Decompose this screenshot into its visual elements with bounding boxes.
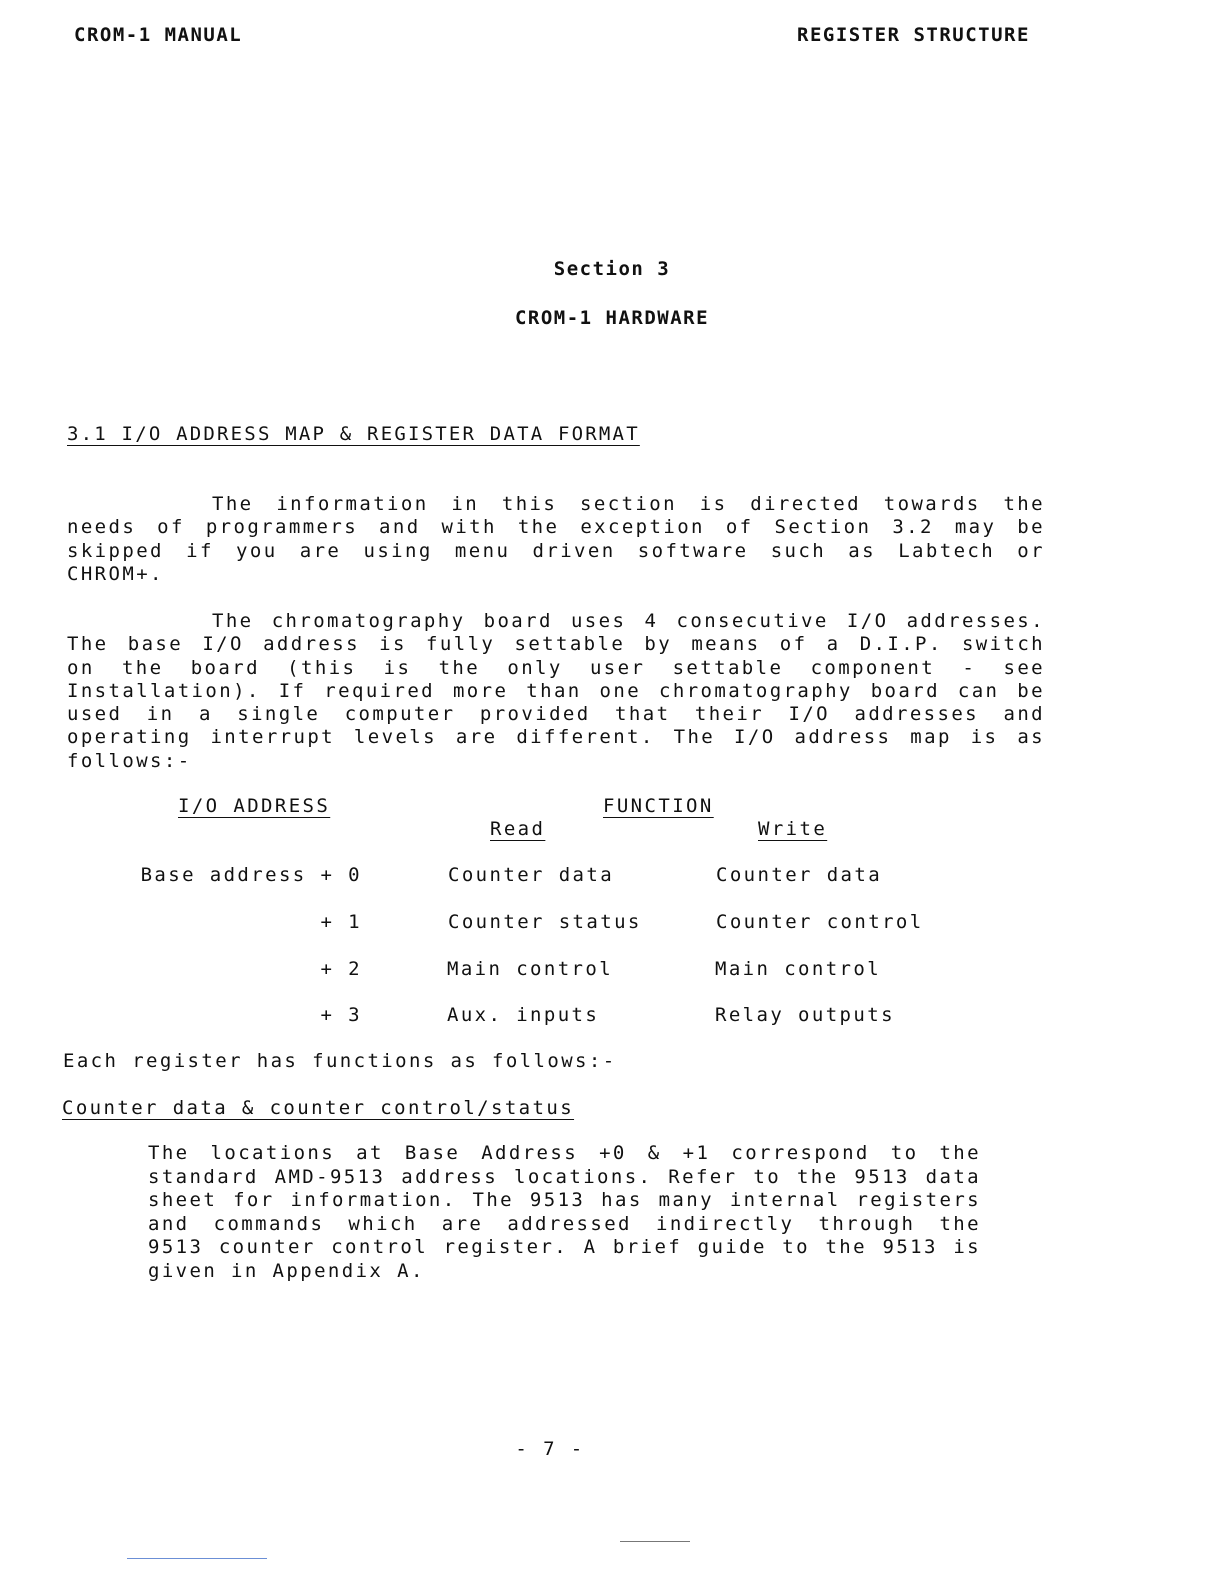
text-line: sheet for information. The 9513 has many internal registers bbox=[148, 1189, 981, 1212]
header-manual-title: CROM-1 MANUAL bbox=[74, 24, 243, 46]
cell-address: + 1 bbox=[320, 911, 362, 933]
paragraph-counter bbox=[148, 1142, 981, 1284]
text-line: used in a single computer provided that their I/O addresses and bbox=[67, 703, 1045, 726]
scan-artifact-line bbox=[620, 1541, 690, 1542]
cell-write: Counter control bbox=[716, 911, 924, 933]
text-line: CHROM+. bbox=[67, 562, 164, 585]
paragraph-intro bbox=[67, 493, 1045, 586]
cell-read: Aux. inputs bbox=[447, 1004, 600, 1026]
text-line: follows:- bbox=[67, 749, 192, 772]
scan-artifact-line bbox=[127, 1558, 267, 1559]
text-line: needs of programmers and with the exception of Section 3.2 may be bbox=[67, 516, 1045, 539]
cell-write: Main control bbox=[715, 958, 882, 980]
text-line: given in Appendix A. bbox=[148, 1259, 425, 1282]
text-line: and commands which are addressed indirectly through the bbox=[148, 1212, 981, 1235]
cell-read: Main control bbox=[447, 958, 614, 980]
text-line: The information in this section is directed towards the bbox=[212, 493, 1045, 515]
section-number: Section 3 bbox=[553, 258, 671, 280]
counter-heading: Counter data & counter control/status bbox=[62, 1097, 575, 1119]
text-line: 9513 counter control register. A brief guide to the 9513 is bbox=[148, 1236, 981, 1259]
column-header-function: FUNCTION bbox=[603, 795, 714, 817]
text-line: standard AMD-9513 address locations. Refer to the 9513 data bbox=[148, 1165, 981, 1188]
text-line: operating interrupt levels are different. The I/O address map is as bbox=[67, 726, 1045, 749]
text-line: The locations at Base Address +0 & +1 correspond to the bbox=[148, 1142, 981, 1164]
cell-address: + 2 bbox=[320, 958, 362, 980]
column-header-address: I/O ADDRESS bbox=[178, 795, 331, 817]
text-line: skipped if you are using menu driven software such as Labtech or bbox=[67, 539, 1045, 562]
registers-intro: Each register has functions as follows:- bbox=[63, 1050, 617, 1072]
text-line: Installation). If required more than one chromatography board can be bbox=[67, 679, 1045, 702]
cell-address: + 3 bbox=[320, 1004, 362, 1026]
text-line: The chromatography board uses 4 consecutive I/O addresses. bbox=[212, 610, 1045, 632]
column-header-read: Read bbox=[490, 818, 546, 840]
text-line: on the board (this is the only user settable component - see bbox=[67, 656, 1045, 679]
cell-address: Base address + 0 bbox=[140, 864, 362, 886]
cell-write: Counter data bbox=[716, 864, 883, 886]
paragraph-address-map bbox=[67, 610, 1045, 773]
subsection-heading: 3.1 I/O ADDRESS MAP & REGISTER DATA FORMAT bbox=[67, 423, 640, 445]
page-number: - 7 - bbox=[515, 1438, 585, 1460]
section-title: CROM-1 HARDWARE bbox=[514, 307, 710, 329]
cell-read: Counter data bbox=[448, 864, 615, 886]
cell-write: Relay outputs bbox=[715, 1004, 895, 1026]
column-header-write: Write bbox=[758, 818, 828, 840]
text-line: The base I/O address is fully settable by means of a D.I.P. switch bbox=[67, 633, 1045, 656]
cell-read: Counter status bbox=[448, 911, 642, 933]
header-chapter-title: REGISTER STRUCTURE bbox=[797, 24, 1030, 46]
